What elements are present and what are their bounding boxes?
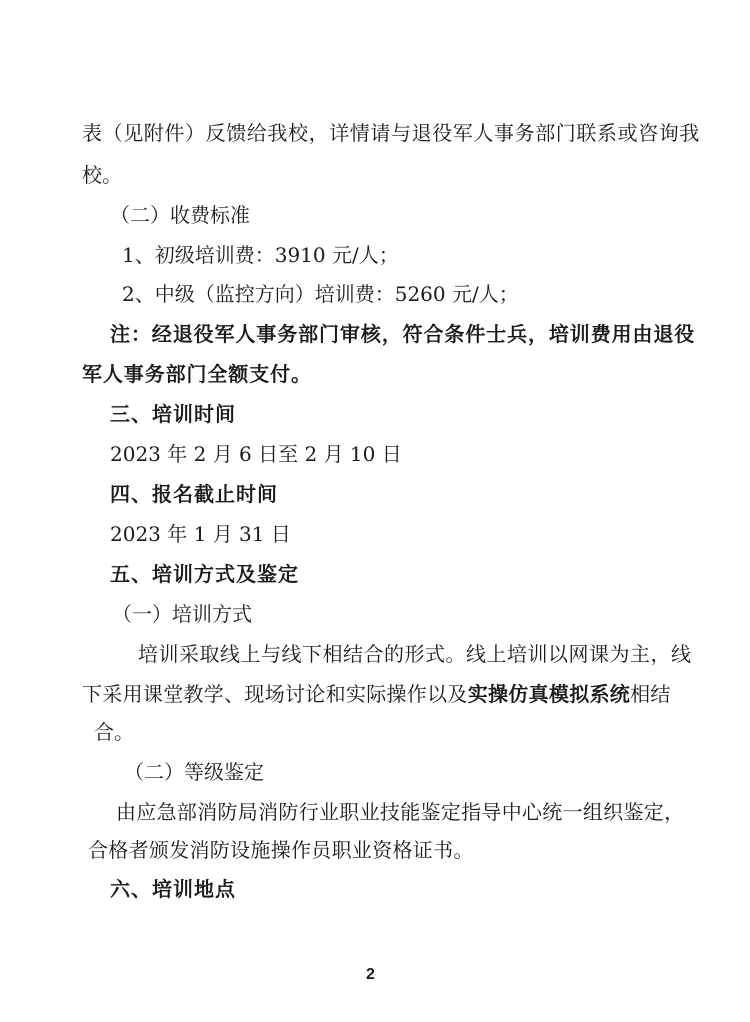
fee-item-intermediate: 2、中级（监控方向）培训费：5260 元/人； <box>122 282 519 306</box>
fee-item-junior: 1、初级培训费：3910 元/人； <box>122 243 399 267</box>
training-time-value: 2023 年 2 月 6 日至 2 月 10 日 <box>110 442 402 466</box>
subheading-level-appraisal: （二）等级鉴定 <box>124 760 264 784</box>
text-line-school: 校。 <box>82 163 122 187</box>
fee-note-line-2: 军人事务部门全额支付。 <box>82 362 312 386</box>
text-line-attachment-feedback: 表（见附件）反馈给我校，详情请与退役军人事务部门联系或咨询我 <box>82 121 700 145</box>
section-training-method: 五、培训方式及鉴定 <box>110 562 299 586</box>
subheading-training-method: （一）培训方式 <box>112 602 252 626</box>
training-method-line-1: 培训采取线上与线下相结合的形式。线上培训以网课为主，线 <box>138 642 692 666</box>
training-method-line-3: 合。 <box>94 720 134 744</box>
registration-deadline-value: 2023 年 1 月 31 日 <box>110 522 291 546</box>
fee-note-line-1: 注：经退役军人事务部门审核，符合条件士兵，培训费用由退役 <box>110 322 696 346</box>
section-registration-deadline: 四、报名截止时间 <box>110 482 278 506</box>
training-method-line-2 <box>82 680 671 708</box>
simulation-system-emphasis: 实操仿真模拟系统 <box>467 682 631 706</box>
appraisal-line-1: 由应急部消防局消防行业职业技能鉴定指导中心统一组织鉴定， <box>116 800 685 824</box>
training-method-text: 下采用课堂教学、现场讨论和实际操作以及 <box>82 682 468 706</box>
subheading-fee-standard: （二）收费标准 <box>110 203 250 227</box>
appraisal-line-2: 合格者颁发消防设施操作员职业资格证书。 <box>88 838 474 862</box>
section-training-time: 三、培训时间 <box>110 402 236 426</box>
page-number: 2 <box>366 966 375 983</box>
training-method-tail: 相结 <box>630 682 671 706</box>
section-training-location: 六、培训地点 <box>110 877 236 901</box>
